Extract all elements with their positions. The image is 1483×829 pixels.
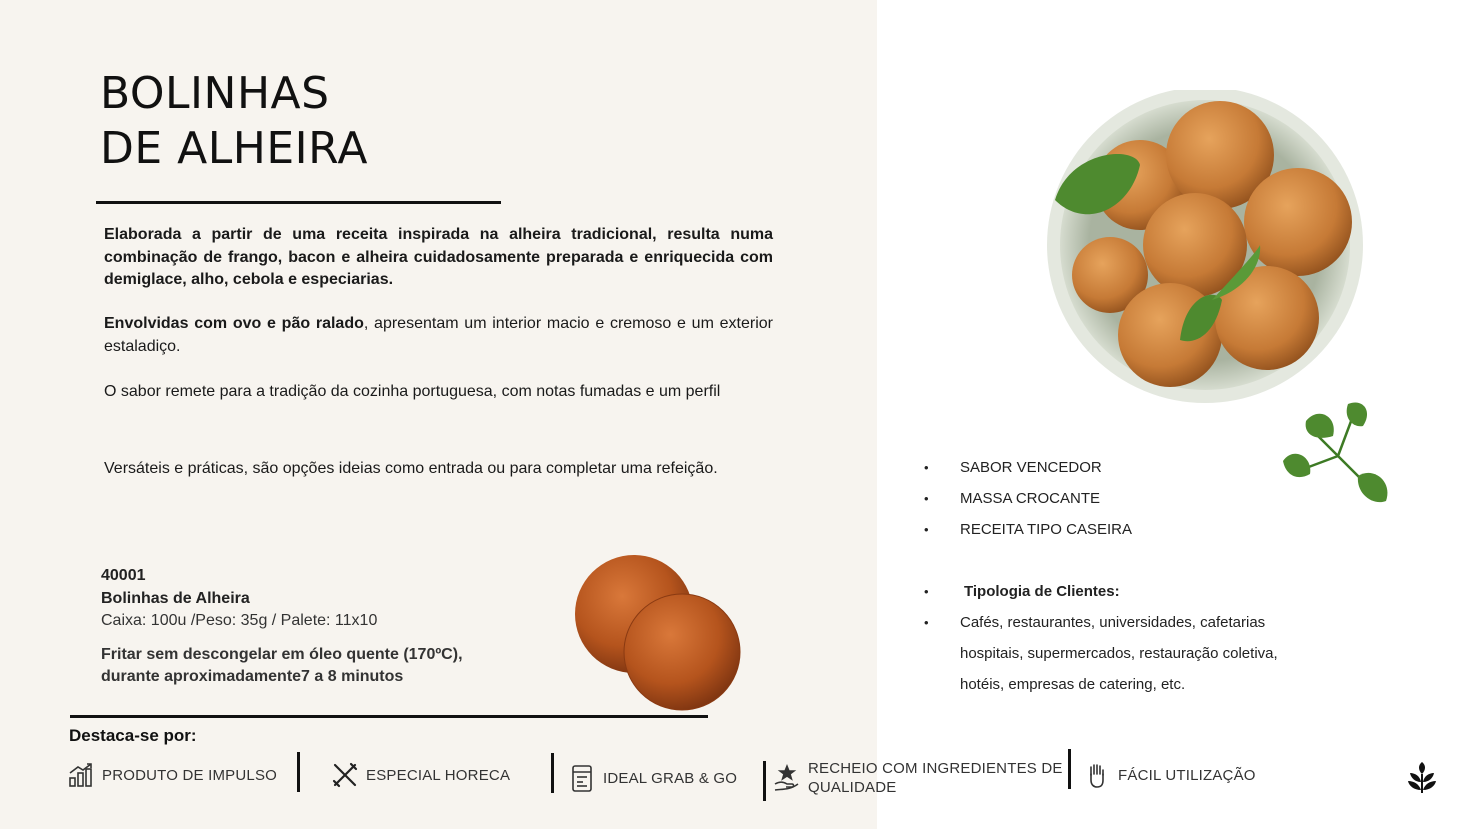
list-item-continuation (922, 669, 1278, 700)
title-line-2: DE ALHEIRA (100, 123, 369, 174)
star-hand-icon (772, 763, 802, 793)
clients-line-1: Cafés, restaurantes, universidades, cafetarias (960, 614, 1266, 631)
highlight-separator (1068, 749, 1071, 789)
product-name: Bolinhas de Alheira (101, 589, 250, 607)
description-paragraph-1: Elaborada a partir de uma receita inspirada na alheira tradicional, resulta numa combinação de frango, bacon e alheira cuidadosamente preparada e enriquecida com demiglace, alho, cebola e especiarias. (104, 226, 773, 288)
wheat-logo-icon (1404, 760, 1440, 796)
highlight-grab-and-go (567, 763, 737, 793)
title-line-1: BOLINHAS (100, 68, 330, 119)
cutlery-icon (330, 760, 360, 790)
product-bowl-image (1040, 90, 1370, 410)
product-specs: Caixa: 100u /Peso: 35g / Palete: 11x10 (101, 612, 378, 629)
list-item (922, 607, 1278, 638)
highlight-quality-ingredients (772, 759, 1063, 797)
highlight-label: IDEAL GRAB & GO (603, 769, 738, 787)
highlight-separator (763, 761, 766, 801)
highlight-separator (551, 753, 554, 793)
package-icon (567, 763, 597, 793)
list-item (922, 514, 1132, 545)
feature-label: RECEITA TIPO CASEIRA (960, 521, 1132, 538)
highlight-label: ESPECIAL HORECA (366, 766, 511, 784)
bar-chart-icon (66, 760, 96, 790)
highlight-label-line-1: RECHEIO COM INGREDIENTES DE (808, 760, 1063, 777)
parsley-garnish (1278, 396, 1408, 516)
list-item (922, 483, 1132, 514)
product-info (101, 565, 463, 689)
product-features-list (922, 452, 1132, 545)
highlight-label (808, 759, 1063, 797)
product-code: 40001 (101, 567, 146, 584)
highlights-divider (70, 715, 708, 718)
feature-label: SABOR VENCEDOR (960, 459, 1102, 476)
hand-icon (1082, 760, 1112, 790)
highlight-impulse-product (66, 760, 277, 790)
description-rest: , apresentam um interior macio e cremoso e um exterior estaladiço. (104, 315, 774, 355)
product-balls-image (566, 552, 756, 712)
bullet: • (924, 615, 929, 630)
bullet: • (924, 584, 929, 599)
title-divider (96, 201, 501, 204)
cooking-instructions (101, 644, 463, 689)
clients-line-3: hotéis, empresas de catering, etc. (960, 676, 1186, 693)
list-item (922, 576, 1278, 607)
highlights-title: Destaca-se por: (69, 726, 197, 745)
clients-line-2: hospitais, supermercados, restauração coletiva, (960, 645, 1278, 662)
list-item (922, 452, 1132, 483)
description-paragraph-3: O sabor remete para a tradição da cozinha portuguesa, com notas fumadas e um perfil (104, 383, 721, 400)
bullet: • (924, 491, 929, 506)
clients-heading: Tipologia de Clientes: (964, 583, 1120, 600)
description-paragraph-2 (104, 313, 773, 358)
client-types (922, 576, 1278, 700)
highlight-horeca (330, 760, 510, 790)
cooking-instructions-line-2: durante aproximadamente7 a 8 minutos (101, 668, 404, 685)
list-item-continuation (922, 638, 1278, 669)
highlight-label-line-2: QUALIDADE (808, 779, 897, 796)
highlight-label: FÁCIL UTILIZAÇÃO (1118, 766, 1256, 784)
page-title (100, 66, 368, 176)
description-paragraph-4: Versáteis e práticas, são opções ideias como entrada ou para completar uma refeição. (104, 460, 718, 477)
highlight-separator (297, 752, 300, 792)
bullet: • (924, 522, 929, 537)
description-bold-phrase: Envolvidas com ovo e pão ralado (104, 315, 364, 332)
feature-label: MASSA CROCANTE (960, 490, 1101, 507)
bullet: • (924, 460, 929, 475)
highlight-label: PRODUTO DE IMPULSO (102, 766, 278, 784)
cooking-instructions-line-1: Fritar sem descongelar em óleo quente (170ºC), (101, 645, 463, 663)
highlight-easy-use (1082, 760, 1256, 790)
